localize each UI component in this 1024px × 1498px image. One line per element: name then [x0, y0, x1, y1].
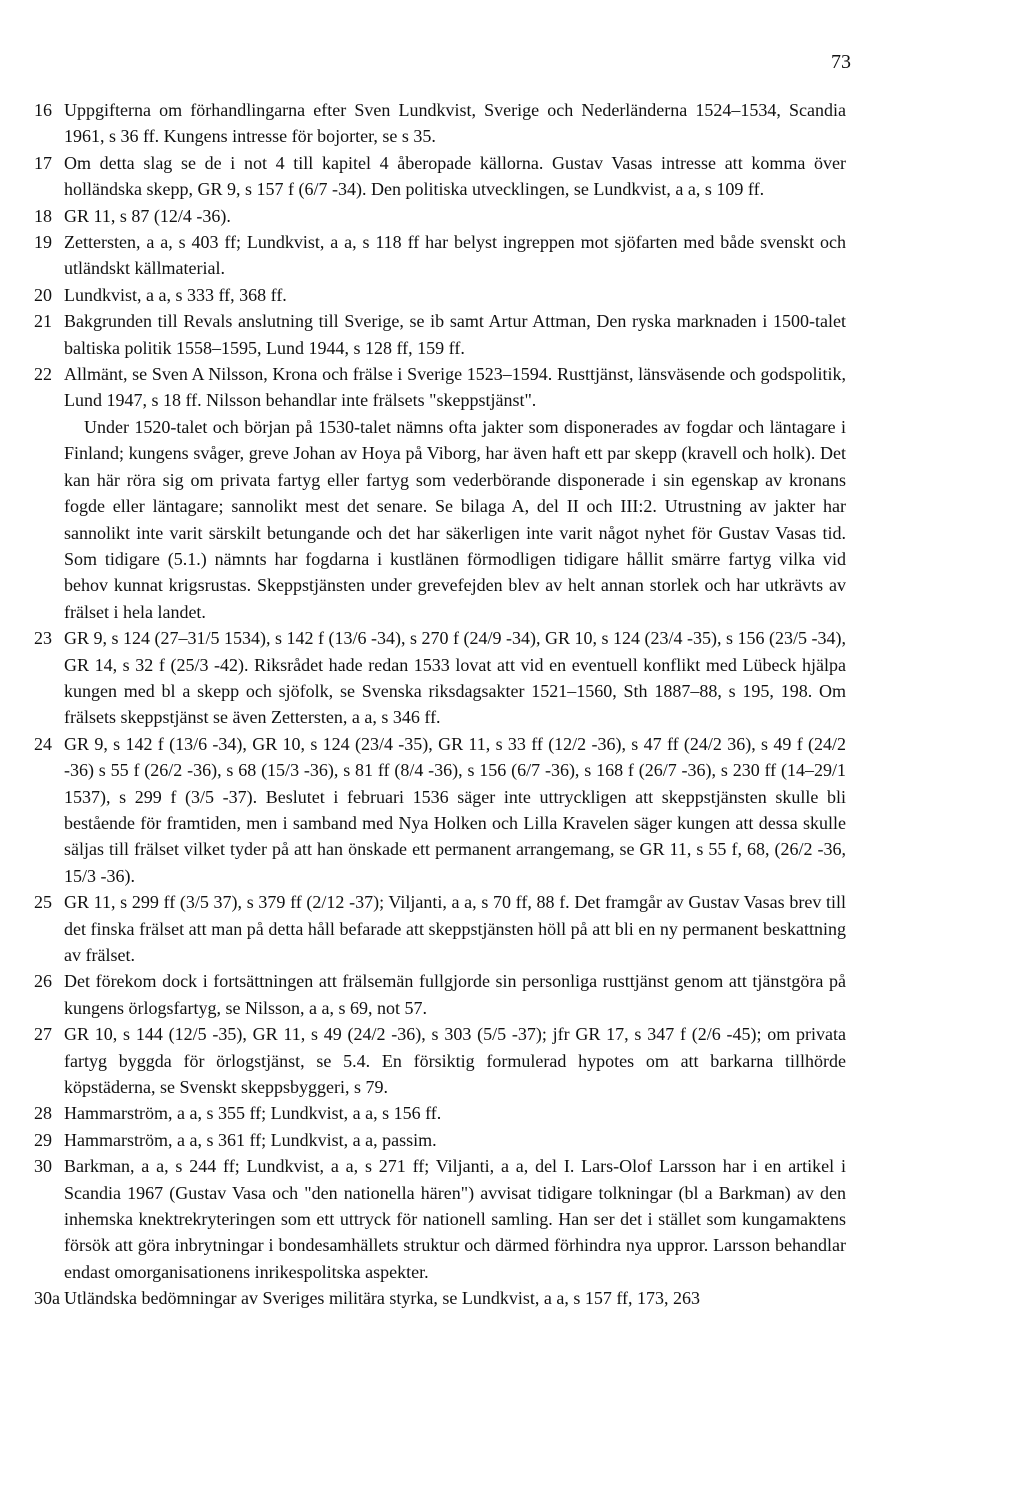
footnote-number: 29: [34, 1129, 52, 1150]
footnote-23: [34, 625, 846, 731]
footnote-16: [34, 97, 846, 150]
footnote-text: Allmänt, se Sven A Nilsson, Krona och frälse i Sverige 1523–1594. Rusttjänst, länsväsende och godspolitik, Lund 1947, s 18 ff. Nilsson behandlar inte frälsets "skeppstjänst".: [64, 364, 846, 411]
footnote-text: Barkman, a a, s 244 ff; Lundkvist, a a, s 271 ff; Viljanti, a a, del I. Lars-Olof Larsson har i en artikel i Scandia 1967 (Gustav Vasa och "den nationella hären") avvisat tidigare tolkningar (bl a Barkman) av den inhemska knektrekryteringen som ett uttryck för nationell samling. Han ser det i stället som kungamaktens försök att göra inbrytningar i bondesamhällets struktur och därmed förhindra nya uppror. Larsson behandlar endast omorganisationens inrikespolitska aspekter.: [64, 1156, 846, 1282]
footnote-27: [34, 1021, 846, 1100]
footnote-30a: [34, 1285, 846, 1311]
footnote-19: [34, 229, 846, 282]
footnote-number: 25: [34, 892, 52, 913]
footnote-text: Hammarström, a a, s 361 ff; Lundkvist, a a, passim.: [64, 1129, 437, 1150]
footnote-number: 21: [34, 311, 52, 332]
footnote-number: 30: [34, 1156, 52, 1177]
footnote-number: 30a: [34, 1288, 60, 1309]
footnote-text: GR 9, s 124 (27–31/5 1534), s 142 f (13/6 -34), s 270 f (24/9 -34), GR 10, s 124 (23/4 -35), s 156 (23/5 -34), GR 14, s 32 f (25/3 -42). Riksrådet hade redan 1533 lovat att vid en eventuell konflikt med Lübeck hjälpa kungen med bl a skepp och sjöfolk, se Svenska riksdagsakter 1521–1560, Sth 1887–88, s 195, 198. Om frälsets skeppstjänst se även Zettersten, a a, s 346 ff.: [64, 628, 846, 728]
footnotes: [34, 97, 846, 1312]
footnote-21: [34, 308, 846, 361]
page-number: 73: [831, 51, 851, 73]
footnote-text: Det förekom dock i fortsättningen att frälsemän fullgjorde sin personliga rusttjänst genom att tjänstgöra på kungens örlogsfartyg, se Nilsson, a a, s 69, not 57.: [64, 971, 846, 1018]
footnote-number: 19: [34, 232, 52, 253]
footnote-22: [34, 361, 846, 625]
footnote-text: Lundkvist, a a, s 333 ff, 368 ff.: [64, 284, 287, 305]
footnote-number: 16: [34, 100, 52, 120]
footnote-29: [34, 1127, 846, 1153]
footnote-paragraph: Under 1520-talet och början på 1530-talet nämns ofta jakter som disponerades av fogdar och läntagare i Finland; kungens svåger, greve Johan av Hoya på Viborg, har även haft ett par skepp (kravell och holk). Det kan här röra sig om privata fartyg eller fartyg som vederbörande disponerade i sin egenskap av kronans fogde eller läntagare; sannolikt mest det senare. Se bilaga A, del II och III:2. Utrustning av jakter har sannolikt inte varit särskilt betungande och det har säkerligen inte varit något nyhet för Gustav Vasas tid. Som tidigare (5.1.) nämnts har fogdarna i kustlänen förmodligen tidigare hållit smärre fartyg vilka vid behov kunnat krigsrustas. Skeppstjänsten under grevefejden blev av helt annan storlek och har utkrävts av frälset i hela landet.: [64, 416, 846, 622]
footnote-text: GR 9, s 142 f (13/6 -34), GR 10, s 124 (23/4 -35), GR 11, s 33 ff (12/2 -36), s 47 ff (24/2 36), s 49 f (24/2 -36) s 55 f (26/2 -36), s 68 (15/3 -36), s 81 ff (8/4 -36), s 156 (6/7 -36), s 168 f (26/7 -36), s 230 ff (14–29/1 1537), s 299 f (3/5 -37). Beslutet i februari 1536 säger inte uttryckligen att skeppstjänsten skulle bli bestående för framtiden, men i samband med Nya Holken och Lilla Kravelen säger kungen att dessa skulle säljas till frälset vilket tyder på att han önskade ett permanent arrangemang, se GR 11, s 55 f, 68, (26/2 -36, 15/3 -36).: [64, 733, 846, 886]
footnote-number: 27: [34, 1024, 52, 1045]
footnote-20: [34, 282, 846, 308]
footnote-text: Bakgrunden till Revals anslutning till Sverige, se ib samt Artur Attman, Den ryska marknaden i 1500-talet baltiska politik 1558–1595, Lund 1944, s 128 ff, 159 ff.: [64, 311, 846, 358]
footnote-text: Uppgifterna om förhandlingarna efter Sven Lundkvist, Sverige och Nederländerna 1524–1534, Scandia 1961, s 36 ff. Kungens intresse för bojorter, se s 35.: [64, 100, 846, 147]
footnote-text: Zettersten, a a, s 403 ff; Lundkvist, a a, s 118 ff har belyst ingreppen mot sjöfarten med både svenskt och utländskt källmaterial.: [64, 232, 846, 279]
footnote-text: Utländska bedömningar av Sveriges militära styrka, se Lundkvist, a a, s 157 ff, 173, 263: [64, 1288, 701, 1309]
footnote-text: GR 11, s 87 (12/4 -36).: [64, 205, 231, 226]
footnote-18: [34, 203, 846, 229]
footnote-text: Om detta slag se de i not 4 till kapitel 4 åberopade källorna. Gustav Vasas intresse att komma över holländska skepp, GR 9, s 157 f (6/7 -34). Den politiska utvecklingen, se Lundkvist, a a, s 109 ff.: [64, 152, 846, 200]
footnote-26: [34, 968, 846, 1021]
footnote-number: 28: [34, 1103, 52, 1124]
footnote-number: 26: [34, 971, 52, 992]
footnote-number: 24: [34, 733, 52, 754]
footnote-30: [34, 1153, 846, 1285]
footnote-text: GR 11, s 299 ff (3/5 37), s 379 ff (2/12 -37); Viljanti, a a, s 70 ff, 88 f. Det framgår av Gustav Vasas brev till det finska frälset att man på detta håll befarade att skeppstjänsten höll på att bli en ny permanent beskattning av frälset.: [64, 892, 846, 965]
footnote-text: GR 10, s 144 (12/5 -35), GR 11, s 49 (24/2 -36), s 303 (5/5 -37); jfr GR 17, s 347 f (2/6 -45); om privata fartyg byggda för örlogstjänst, se 5.4. En försiktig formulerad hypotes om att barkarna tillhörde köpstäderna, se Svenskt skeppsbyggeri, s 79.: [64, 1024, 846, 1098]
footnote-number: 20: [34, 284, 52, 305]
footnote-25: [34, 889, 846, 968]
footnote-number: 22: [34, 364, 52, 385]
footnote-number: 17: [34, 152, 52, 173]
footnote-number: 18: [34, 205, 52, 226]
footnote-17: [34, 150, 846, 203]
footnote-28: [34, 1100, 846, 1126]
footnote-text: Hammarström, a a, s 355 ff; Lundkvist, a a, s 156 ff.: [64, 1103, 442, 1124]
footnote-number: 23: [34, 628, 52, 649]
footnote-24: [34, 731, 846, 889]
